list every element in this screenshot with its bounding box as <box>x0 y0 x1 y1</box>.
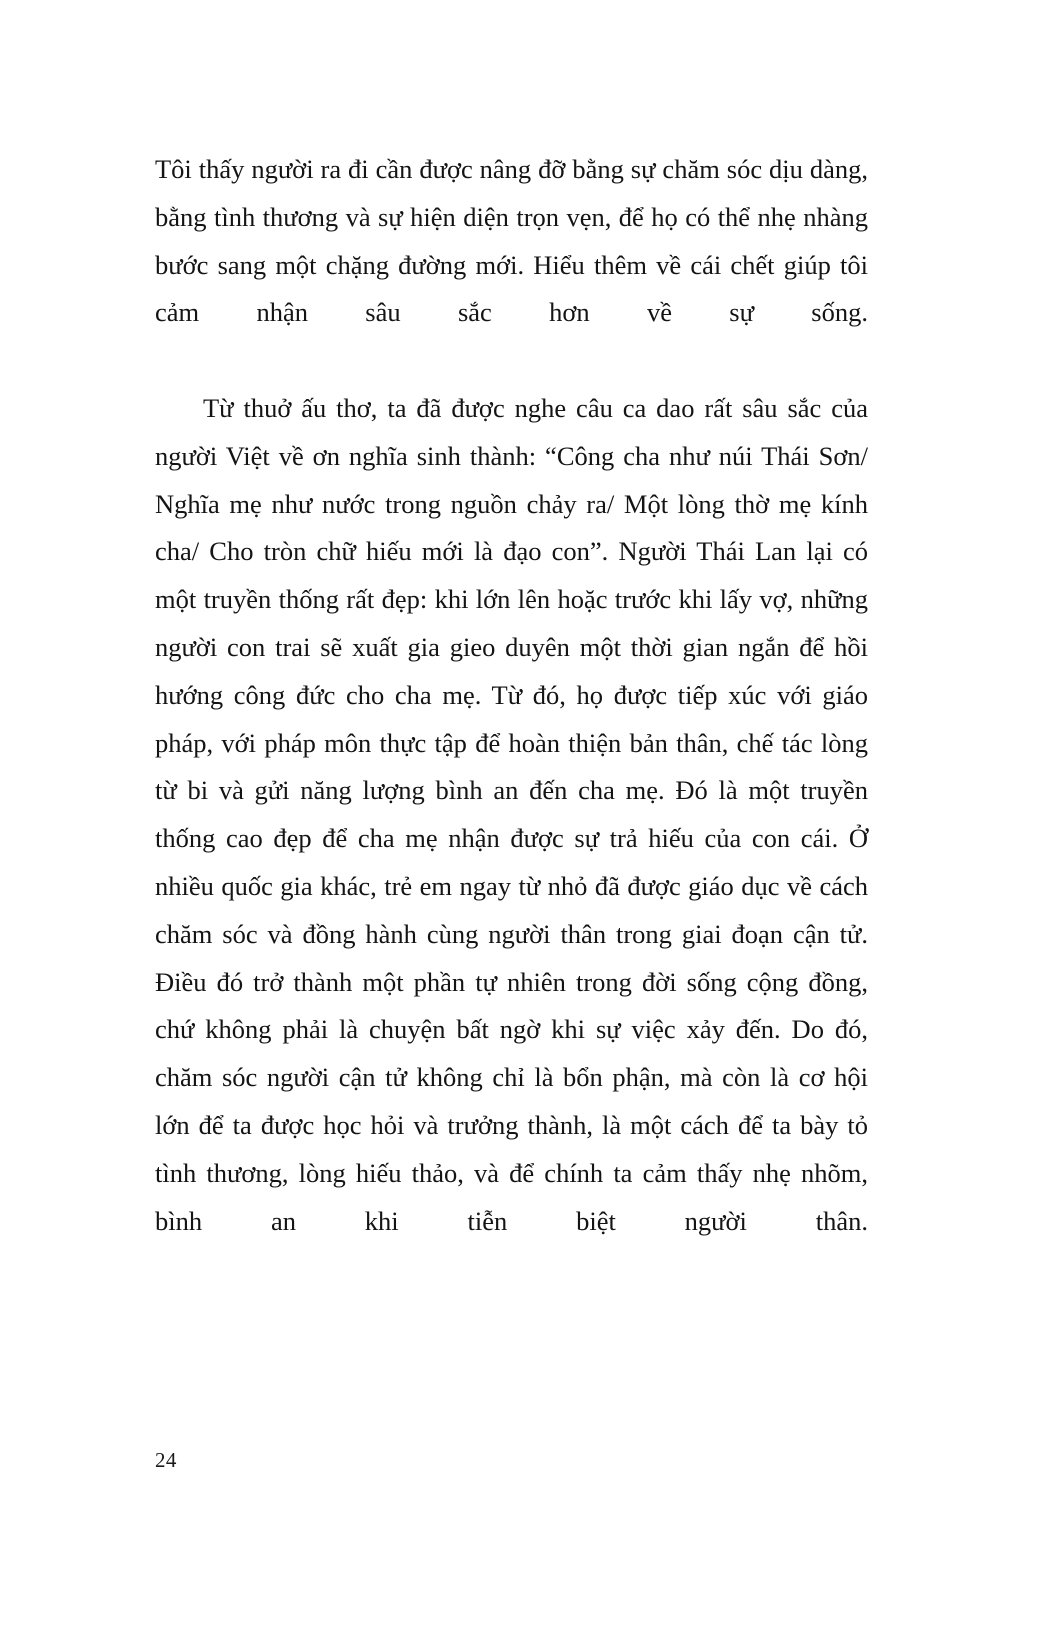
page-number: 24 <box>155 1448 177 1472</box>
page-text-block <box>155 146 868 1293</box>
paragraph-second: Từ thuở ấu thơ, ta đã được nghe câu ca dao rất sâu sắc của người Việt về ơn nghĩa sinh thành: “Công cha như núi Thái Sơn/ Nghĩa mẹ như nước trong nguồn chảy ra/ Một lòng thờ mẹ kính cha/ Cho tròn chữ hiếu mới là đạo con”. Người Thái Lan lại có một truyền thống rất đẹp: khi lớn lên hoặc trước khi lấy vợ, những người con trai sẽ xuất gia gieo duyên một thời gian ngắn để hồi hướng công đức cho cha mẹ. Từ đó, họ được tiếp xúc với giáo pháp, với pháp môn thực tập để hoàn thiện bản thân, chế tác lòng từ bi và gửi năng lượng bình an đến cha mẹ. Đó là một truyền thống cao đẹp để cha mẹ nhận được sự trả hiếu của con cái. Ở nhiều quốc gia khác, trẻ em ngay từ nhỏ đã được giáo dục về cách chăm sóc và đồng hành cùng người thân trong giai đoạn cận tử. Điều đó trở thành một phần tự nhiên trong đời sống cộng đồng, chứ không phải là chuyện bất ngờ khi sự việc xảy đến. Do đó, chăm sóc người cận tử không chỉ là bổn phận, mà còn là cơ hội lớn để ta được học hỏi và trưởng thành, là một cách để ta bày tỏ tình thương, lòng hiếu thảo, và để chính ta cảm thấy nhẹ nhõm, bình an khi tiễn biệt người thân. <box>155 392 868 1236</box>
paragraph-continued: Tôi thấy người ra đi cần được nâng đỡ bằng sự chăm sóc dịu dàng, bằng tình thương và sự hiện diện trọn vẹn, để họ có thể nhẹ nhàng bước sang một chặng đường mới. Hiểu thêm về cái chết giúp tôi cảm nhận sâu sắc hơn về sự sống. <box>155 154 868 328</box>
